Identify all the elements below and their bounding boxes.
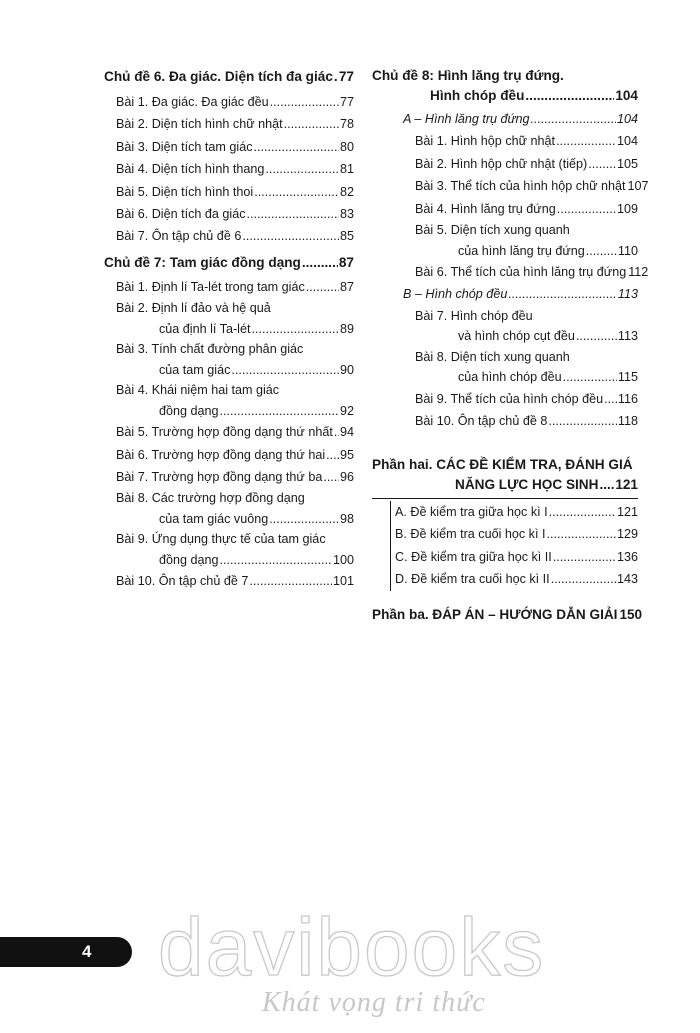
toc-entry-title-cont: của hình lăng trụ đứng (458, 243, 585, 258)
toc-page-number: 112 (628, 265, 649, 280)
toc-page-number: 104 (616, 134, 638, 149)
toc-entry[interactable] (372, 175, 649, 197)
toc-entry-title: Bài 6. Thể tích của hình lăng trụ đứng (415, 265, 627, 280)
toc-page-number: 116 (617, 391, 638, 406)
toc-entry-title: Bài 1. Đa giác. Đa giác đều (116, 95, 269, 109)
toc-entry[interactable] (104, 158, 354, 180)
toc-page-number: 107 (627, 179, 649, 194)
toc-entry-title-cont: của tam giác (159, 362, 231, 377)
toc-entry-title: Bài 5. Diện tích xung quanh (415, 223, 570, 238)
toc-page-number: 104 (616, 112, 638, 126)
toc-section-title: A – Hình lăng trụ đứng (403, 112, 530, 126)
toc-page-number: 100 (332, 552, 354, 567)
toc-entry-title: Bài 5. Diện tích hình thoi (116, 184, 254, 199)
toc-entry-title: Bài 9. Ứng dụng thực tế của tam giác (116, 532, 326, 547)
toc-part-two-items (390, 501, 638, 591)
toc-page-number: 118 (617, 414, 638, 429)
toc-section-a[interactable] (372, 108, 638, 130)
page-number-tab (0, 937, 132, 967)
toc-entry-title: Bài 7. Hình chóp đều (415, 308, 533, 323)
toc-entry[interactable] (372, 198, 638, 220)
toc-entry[interactable] (391, 546, 638, 568)
toc-entry-title: Bài 7. Ôn tập chủ đề 6 (116, 229, 242, 244)
toc-page-number: 113 (617, 329, 638, 344)
toc-entry[interactable] (372, 220, 638, 261)
toc-entry[interactable] (104, 380, 354, 421)
toc-page-number: 82 (339, 184, 354, 199)
toc-entry-title: Bài 4. Khái niệm hai tam giác (116, 383, 280, 398)
toc-entry[interactable] (372, 410, 638, 432)
toc-entry-title: Bài 3. Tính chất đường phân giác (116, 342, 304, 357)
toc-topic-7[interactable] (104, 252, 354, 273)
toc-page-number: 95 (339, 447, 354, 462)
toc-page-number: 83 (339, 207, 354, 222)
toc-page-number: 81 (339, 162, 354, 177)
toc-entry-title: Bài 9. Thể tích của hình chóp đều (415, 391, 604, 406)
toc-entry-title: Bài 2. Diện tích hình chữ nhật (116, 117, 283, 132)
toc-part-two-heading-cont[interactable] (372, 475, 638, 495)
toc-entry[interactable] (372, 130, 638, 152)
toc-part-title-cont: NĂNG LỰC HỌC SINH (455, 477, 599, 492)
toc-entry-title: Bài 4. Hình lăng trụ đứng (415, 201, 556, 216)
toc-topic-8[interactable] (372, 66, 638, 86)
toc-entry[interactable] (104, 570, 354, 592)
toc-entry-title: Bài 1. Định lí Ta-lét trong tam giác (116, 279, 305, 294)
toc-page-number: 89 (339, 321, 354, 336)
toc-entry[interactable] (372, 388, 638, 410)
toc-page-number: 121 (615, 477, 638, 492)
toc-entry[interactable] (391, 501, 638, 523)
toc-entry[interactable] (104, 225, 354, 247)
toc-entry[interactable] (372, 261, 649, 283)
toc-entry[interactable] (372, 347, 638, 388)
toc-entry-title: Bài 3. Diện tích tam giác (116, 139, 253, 154)
toc-left-column (104, 66, 354, 593)
toc-page-number: 104 (615, 88, 638, 103)
toc-part-three-heading[interactable] (372, 604, 643, 625)
toc-entry[interactable] (104, 203, 354, 225)
toc-page-number: 136 (616, 549, 638, 564)
toc-entry-title: Bài 10. Ôn tập chủ đề 8 (415, 414, 548, 429)
toc-entry-title-cont: của tam giác vuông (159, 511, 269, 526)
toc-entry-title-cont: và hình chóp cụt đều (458, 329, 575, 344)
toc-page-number: 105 (616, 156, 638, 171)
toc-entry-title-cont: đồng dạng (159, 552, 219, 567)
toc-topic-title: Chủ đề 6. Đa giác. Diện tích đa giác (104, 69, 333, 84)
toc-entry[interactable] (104, 339, 354, 380)
toc-page-number: 121 (616, 505, 638, 519)
toc-entry[interactable] (104, 181, 354, 203)
toc-entry[interactable] (104, 529, 354, 570)
toc-entry-title: Bài 10. Ôn tập chủ đề 7 (116, 574, 249, 589)
toc-page-number: 87 (338, 254, 354, 270)
toc-section-title: B – Hình chóp đều (403, 287, 508, 302)
toc-page-number: 109 (616, 201, 638, 216)
toc-page-number: 78 (339, 117, 354, 132)
publisher-watermark-logo: davibooks (158, 902, 546, 993)
toc-entry-title: D. Đề kiểm tra cuối học kì II (395, 572, 550, 587)
toc-entry[interactable] (391, 523, 638, 545)
toc-page-number: 77 (338, 69, 354, 84)
toc-page-number: 110 (617, 243, 638, 258)
toc-part-title: Phần hai. CÁC ĐỀ KIỂM TRA, ĐÁNH GIÁ (372, 457, 633, 472)
toc-entry-title: Bài 2. Định lí đảo và hệ quả (116, 301, 271, 316)
toc-entry-title: Bài 6. Trường hợp đồng dạng thứ hai (116, 447, 326, 462)
toc-entry[interactable] (104, 298, 354, 339)
toc-page-number: 94 (339, 425, 354, 440)
toc-entry[interactable] (104, 91, 354, 113)
toc-entry[interactable] (372, 306, 638, 347)
toc-entry-title: Bài 8. Các trường hợp đồng dạng (116, 491, 305, 506)
toc-page-number: 150 (619, 607, 643, 622)
toc-right-column (372, 66, 649, 433)
toc-entry[interactable] (372, 153, 638, 175)
toc-page-number: 77 (339, 95, 354, 109)
toc-entry-title: Bài 6. Diện tích đa giác (116, 207, 246, 222)
toc-entry[interactable] (391, 568, 638, 590)
toc-entry-title: Bài 7. Trường hợp đồng dạng thứ ba (116, 470, 323, 485)
toc-entry[interactable] (104, 136, 354, 158)
toc-page-number: 87 (339, 279, 354, 294)
toc-page-number: 101 (332, 574, 354, 589)
toc-topic-title-cont: Hình chóp đều (430, 88, 525, 103)
toc-entry-title-cont: đồng dạng (159, 403, 219, 418)
toc-page-number: 129 (616, 527, 638, 542)
toc-entry[interactable] (104, 113, 354, 135)
toc-entry-title: Bài 2. Hình hộp chữ nhật (tiếp) (415, 156, 588, 171)
toc-page-number: 85 (339, 229, 354, 244)
publisher-slogan: Khát vọng tri thức (262, 987, 486, 1018)
toc-part-title: Phần ba. ĐÁP ÁN – HƯỚNG DẪN GIẢI (372, 607, 618, 622)
toc-page-number: 98 (339, 511, 354, 526)
toc-entry-title: Bài 3. Thể tích của hình hộp chữ nhật (415, 179, 626, 194)
toc-page-number: 80 (339, 139, 354, 154)
toc-entry[interactable] (104, 421, 354, 443)
toc-page-number: 96 (339, 470, 354, 485)
toc-entry-title: Bài 8. Diện tích xung quanh (415, 349, 570, 364)
toc-part-two-heading[interactable] (372, 455, 638, 475)
toc-part-three (372, 604, 643, 625)
toc-entry[interactable] (104, 276, 354, 298)
toc-topic-8-cont[interactable] (372, 86, 638, 106)
toc-entry[interactable] (104, 466, 354, 488)
toc-topic-6[interactable] (104, 66, 354, 87)
page-number: 4 (82, 942, 92, 961)
toc-page-number: 92 (339, 403, 354, 418)
toc-part-two (372, 455, 638, 591)
toc-entry-title: C. Đề kiểm tra giữa học kì II (395, 549, 552, 564)
toc-entry-title-cont: của hình chóp đều (458, 370, 562, 385)
toc-entry-title: B. Đề kiểm tra cuối học kì I (395, 527, 546, 542)
toc-entry-title: A. Đề kiểm tra giữa học kì I (395, 505, 548, 519)
toc-topic-title: Chủ đề 7: Tam giác đồng dạng (104, 254, 301, 270)
toc-entry[interactable] (104, 488, 354, 529)
toc-page-number: 115 (617, 370, 638, 385)
toc-entry[interactable] (104, 444, 354, 466)
toc-entry-title: Bài 1. Hình hộp chữ nhật (415, 134, 556, 149)
toc-page-number: 113 (617, 287, 638, 302)
toc-entry-title: Bài 5. Trường hợp đồng dạng thứ nhất (116, 425, 333, 440)
toc-page-number: 143 (616, 572, 638, 587)
toc-entry-title-cont: của định lí Ta-lét (159, 321, 251, 336)
toc-section-b[interactable] (372, 283, 638, 305)
toc-entry-title: Bài 4. Diện tích hình thang (116, 162, 265, 177)
toc-page-number: 90 (339, 362, 354, 377)
toc-topic-title: Chủ đề 8: Hình lăng trụ đứng. (372, 68, 564, 83)
